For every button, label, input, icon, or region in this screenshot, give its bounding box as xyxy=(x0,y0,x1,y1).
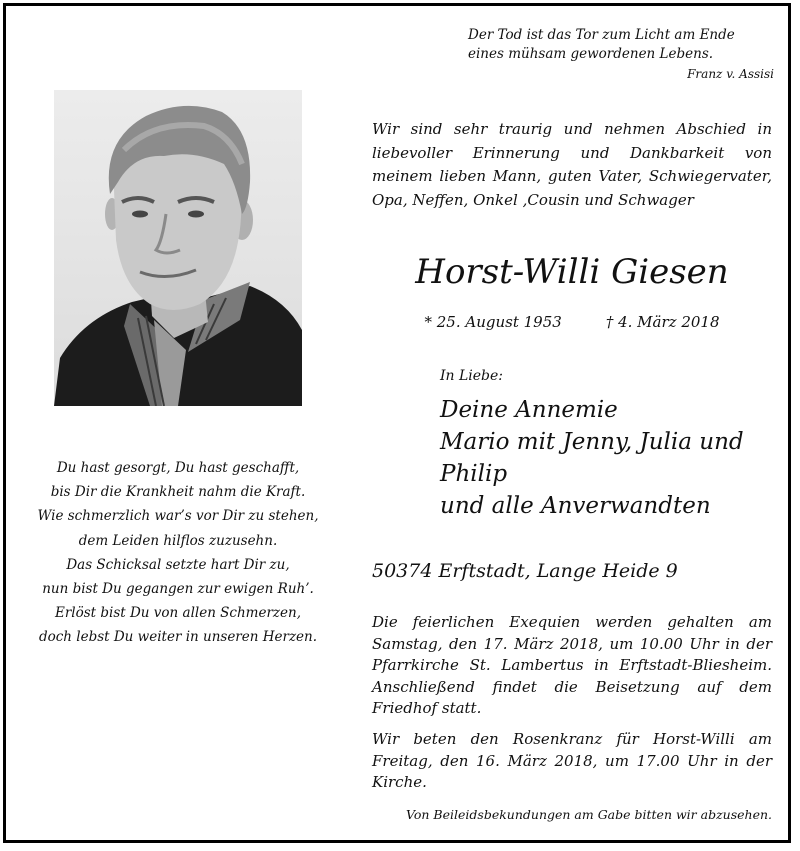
poem-line: dem Leiden hilflos zuzusehn. xyxy=(78,532,278,549)
death-date: † 4. März 2018 xyxy=(605,313,720,331)
birth-date: * 25. August 1953 xyxy=(424,313,562,331)
poem-line: Erlöst bist Du von allen Schmerzen, xyxy=(54,605,302,622)
poem-line: bis Dir die Krankheit nahm die Kraft. xyxy=(50,484,306,501)
poem-line: Wie schmerzlich war’s vor Dir zu stehen, xyxy=(37,508,319,525)
life-dates xyxy=(372,312,772,332)
poem-line: Das Schicksal setzte hart Dir zu, xyxy=(66,556,290,573)
portrait-photo xyxy=(54,90,302,406)
poem-line: doch lebst Du weiter in unseren Herzen. xyxy=(38,629,318,646)
poem-line: nun bist Du gegangen zur ewigen Ruh’. xyxy=(42,581,314,598)
portrait-illustration xyxy=(54,90,302,406)
address: 50374 Erftstadt, Lange Heide 9 xyxy=(372,560,678,582)
intro-text: Wir sind sehr traurig und nehmen Abschied in liebevoller Erinnerung und Dankbarkeit von meinem lieben Mann, guten Vater, Schwiegervater, Opa, Neffen, Onkel ,Cousin und Schwager xyxy=(372,120,772,209)
condolence-note: Von Beileidsbekundungen am Gabe bitten wir abzusehen. xyxy=(406,807,772,822)
epigraph xyxy=(468,26,774,84)
epigraph-author: Franz v. Assisi xyxy=(687,67,774,81)
mourner-line: und alle Anverwandten xyxy=(440,493,711,519)
funeral-details: Die feierlichen Exequien werden gehalten am Samstag, den 17. März 2018, um 10.00 Uhr in der Pfarrkirche St. Lambertus in Erftstadt-Bliesheim. Anschließend findet die Beisetzung auf dem Friedhof statt. xyxy=(372,613,772,717)
mourners-heading: In Liebe: xyxy=(440,368,504,384)
mourner-line: Deine Annemie xyxy=(440,397,618,423)
poem-line: Du hast gesorgt, Du hast geschafft, xyxy=(56,460,300,476)
deceased-name: Horst-Willi Giesen xyxy=(415,252,729,292)
epigraph-line: eines mühsam gewordenen Lebens. xyxy=(468,46,714,62)
mourner-line: Philip xyxy=(440,461,508,487)
poem xyxy=(22,456,334,650)
mourner-line: Mario mit Jenny, Julia und xyxy=(440,429,744,455)
mourners-list xyxy=(440,394,780,522)
epigraph-line: Der Tod ist das Tor zum Licht am Ende xyxy=(468,27,735,43)
rosary-details: Wir beten den Rosenkranz für Horst-Willi am Freitag, den 16. März 2018, um 17.00 Uhr in der Kirche. xyxy=(372,730,772,791)
